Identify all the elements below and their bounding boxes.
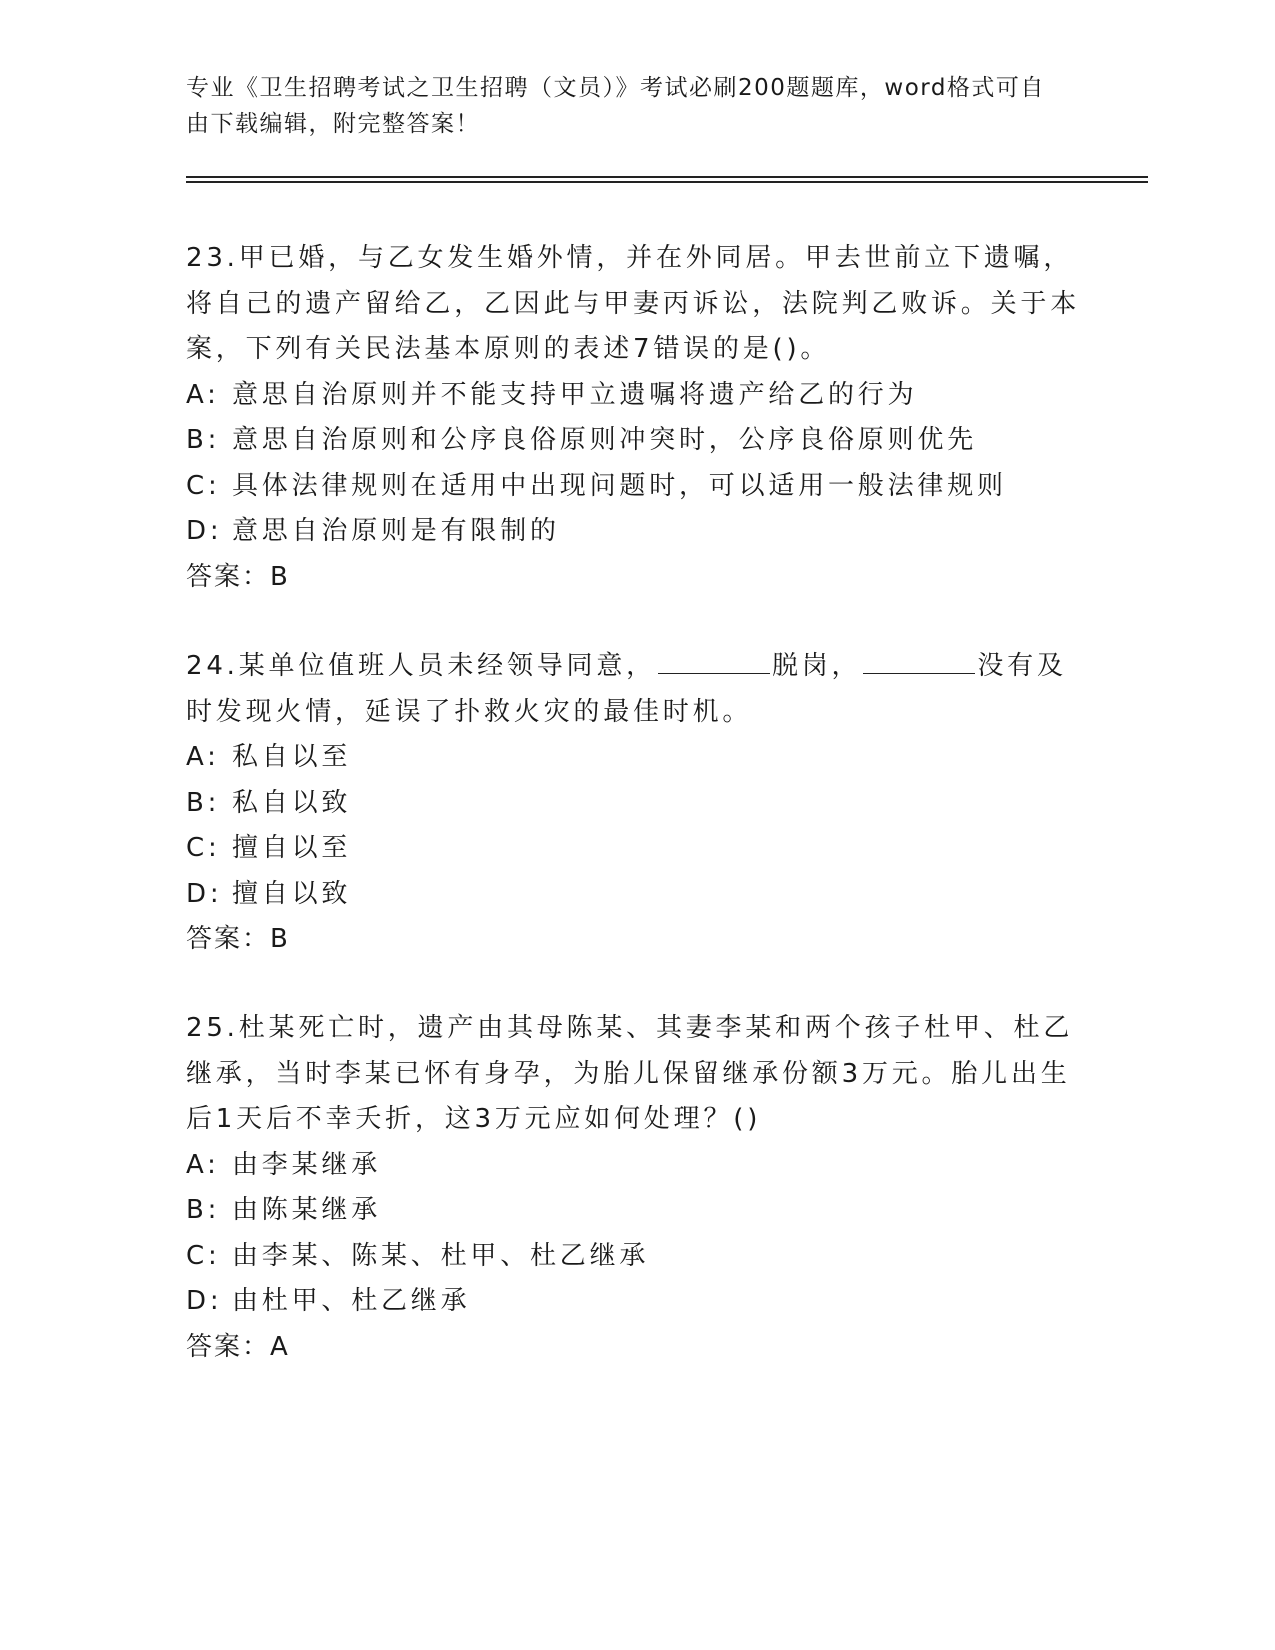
option-text: 擅自以至 [232,833,352,863]
option-a [186,1143,1086,1189]
option-key: A: [186,379,220,410]
option-key: C: [186,1240,221,1271]
option-list [186,1143,1086,1325]
document-header: 专业《卫生招聘考试之卫生招聘（文员）》考试必刷200题题库，word格式可自由下载编辑，附完整答案！ [186,75,1045,137]
question-stem: 25.杜某死亡时，遗产由其母陈某、其妻李某和两个孩子杜甲、杜乙继承，当时李某已怀有身孕，为胎儿保留继承份额3万元。胎儿出生后1天后不幸夭折，这3万元应如何处理？() [186,1013,1074,1134]
stem-part: 脱岗， [771,651,862,681]
option-c [186,464,1086,510]
option-list [186,373,1086,555]
option-key: C: [186,833,221,863]
option-a [186,373,1086,419]
option-text: 具体法律规则在适用中出现问题时，可以适用一般法律规则 [232,470,1007,501]
answer-line: 答案：A [186,1331,290,1362]
option-text: 由杜甲、杜乙继承 [232,1286,471,1316]
option-text: 擅自以致 [232,878,352,909]
answer-line: 答案：B [186,561,290,592]
option-text: 由陈某继承 [232,1195,382,1225]
option-text: 私自以至 [232,742,352,772]
option-c [186,1234,1086,1280]
question-23 [186,236,1086,600]
option-text: 意思自治原则是有限制的 [232,516,560,546]
option-list [186,735,1086,917]
stem-part: 24.某单位值班人员未经领导同意， [186,651,656,681]
option-key: A: [186,742,220,772]
option-key: C: [186,470,221,501]
header-divider-top [186,176,1148,178]
option-key: D: [186,878,223,909]
option-a [186,735,1086,781]
option-key: B: [186,425,221,455]
question-25 [186,1006,1086,1370]
answer-line: 答案：B [186,924,290,954]
option-d [186,872,1086,918]
option-key: D: [186,516,223,546]
option-b [186,1188,1086,1234]
fill-blank [863,647,975,674]
option-key: B: [186,1195,221,1225]
option-b [186,418,1086,464]
option-text: 由李某继承 [232,1149,382,1180]
option-key: B: [186,787,221,818]
option-text: 由李某、陈某、杜甲、杜乙继承 [232,1240,650,1271]
option-key: D: [186,1286,223,1316]
fill-blank [658,647,770,674]
option-key: A: [186,1149,220,1180]
question-stem: 23.甲已婚，与乙女发生婚外情，并在外同居。甲去世前立下遗嘱，将自己的遗产留给乙，乙因此与甲妻丙诉讼，法院判乙败诉。关于本案，下列有关民法基本原则的表述7错误的是()。 [186,243,1081,364]
option-d [186,1279,1086,1325]
option-b [186,781,1086,827]
option-d [186,509,1086,555]
option-text: 意思自治原则和公序良俗原则冲突时，公序良俗原则优先 [232,425,978,455]
header-divider-bottom [186,181,1148,183]
option-c [186,826,1086,872]
question-stem [186,644,1086,735]
option-text: 私自以致 [232,787,352,818]
option-text: 意思自治原则并不能支持甲立遗嘱将遗产给乙的行为 [232,379,918,410]
question-24 [186,644,1086,963]
stem-part: 没有及时发现火情，延误了扑救火灾的最佳时机。 [186,651,1067,727]
